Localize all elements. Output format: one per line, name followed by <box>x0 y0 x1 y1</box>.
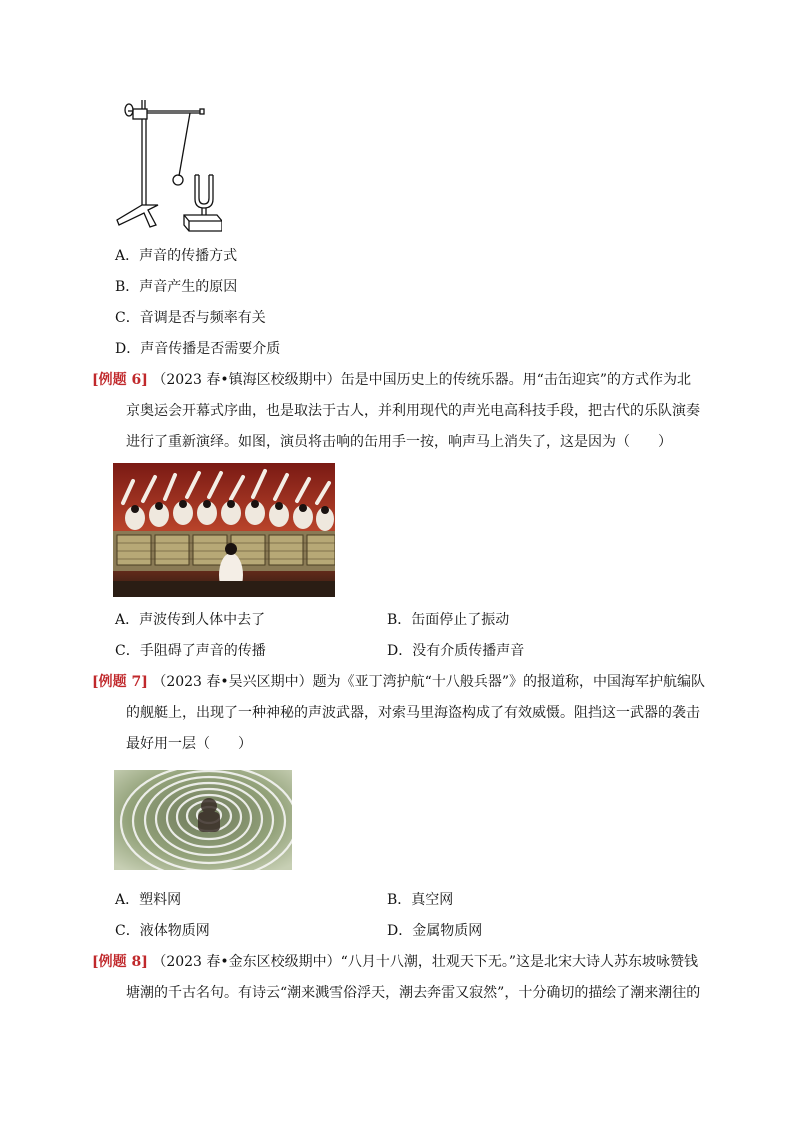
q7-option-d: D．金属物质网 <box>387 923 483 939</box>
fou-performers-photo <box>113 463 335 597</box>
q7-option-a: A．塑料网 <box>115 892 182 908</box>
q6-option-d: D．没有介质传播声音 <box>387 643 525 659</box>
question-7-line-3: 最好用一层（ ） <box>126 736 252 752</box>
question-6-text-1: （2023 春•镇海区校级期中）缶是中国历史上的传统乐器。用“击缶迎宾”的方式作为北 <box>152 372 691 388</box>
question-7-line-1 <box>92 672 705 692</box>
sonic-weapon-photo <box>114 770 292 870</box>
q6-option-b: B．缶面停止了振动 <box>387 612 510 628</box>
question-8-line-1 <box>92 952 698 972</box>
q7-option-b: B．真空网 <box>387 892 454 908</box>
question-7-tag: [例题 7] <box>92 674 148 690</box>
q6-option-c: C．手阻碍了声音的传播 <box>115 643 266 659</box>
pendulum-tuning-fork-figure <box>112 95 222 235</box>
option-c: C．音调是否与频率有关 <box>115 310 266 326</box>
option-a: A．声音的传播方式 <box>115 248 238 264</box>
q6-option-a: A．声波传到人体中去了 <box>115 612 266 628</box>
question-7-text-1: （2023 春•吴兴区期中）题为《亚丁湾护航“十八般兵器”》的报道称，中国海军护航编队 <box>152 674 705 690</box>
q7-option-c: C．液体物质网 <box>115 923 210 939</box>
question-8-tag: [例题 8] <box>92 954 148 970</box>
option-d: D．声音传播是否需要介质 <box>115 341 281 357</box>
option-b: B．声音产生的原因 <box>115 279 238 295</box>
question-7-line-2: 的舰艇上，出现了一种神秘的声波武器，对索马里海盗构成了有效威慑。阻挡这一武器的袭击 <box>126 705 700 721</box>
question-8-line-2: 塘潮的千古名句。有诗云“潮来溅雪俗浮天，潮去奔雷又寂然”，十分确切的描绘了潮来潮往的 <box>126 985 701 1001</box>
question-8-text-1: （2023 春•金东区校级期中）“八月十八潮，壮观天下无。”这是北宋大诗人苏东坡咏赞钱 <box>152 954 698 970</box>
question-6-line-1 <box>92 370 691 390</box>
question-6-line-2: 京奥运会开幕式序曲，也是取法于古人，并利用现代的声光电高科技手段，把古代的乐队演奏 <box>126 403 700 419</box>
question-6-line-3: 进行了重新演绎。如图，演员将击响的缶用手一按，响声马上消失了，这是因为（ ） <box>126 434 672 450</box>
question-6-tag: [例题 6] <box>92 372 148 388</box>
